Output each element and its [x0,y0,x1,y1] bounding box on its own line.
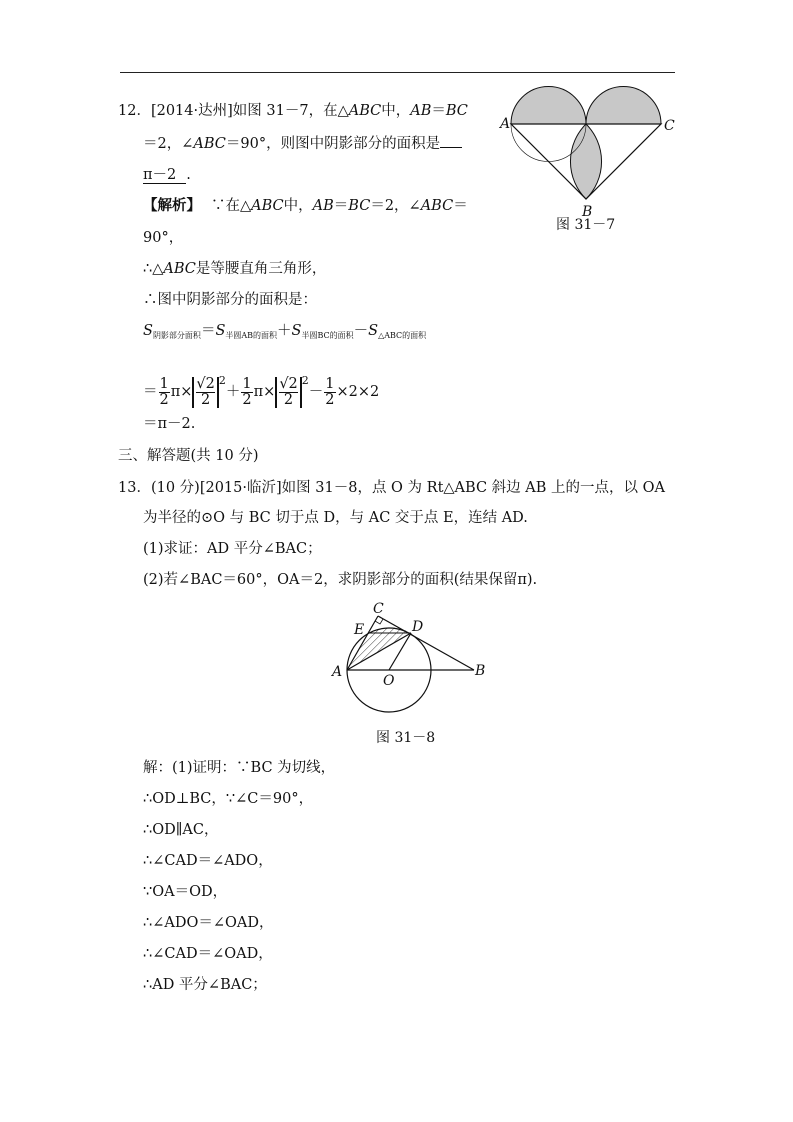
q13-stem-line1: 13．(10 分)[2015·临沂]如图 31－8，点 O 为 Rt△ABC 斜边 AB 上的一点，以 OA [118,480,665,496]
solution-line: 解：(1)证明：∵BC 为切线， [143,760,336,776]
q12-jiexi-line1: 【解析】 ∵在△ABC中，AB＝BC＝2，∠ABC＝ [143,197,468,214]
label-b: B [475,663,486,679]
label-e: E [354,622,365,638]
q12-formula-line: $S_{阴影部分面积}=S_{半圆AB的面积}+S_{半圆BC的面积}-S_{\triangle ABC的面积}$ [143,323,427,340]
question-number: 13． [118,480,151,496]
figure-31-8 [330,600,500,730]
question-source: [2015·临沂] [199,480,282,496]
label-c: C [373,601,384,617]
section-title: 三、解答题(共 10 分) [118,448,259,464]
label-b: B [582,204,593,220]
q12-jiexi-line2: 90°， [143,230,184,246]
solution-line: ∴AD 平分∠BAC； [143,977,267,993]
figure-caption-31-7: 图 31－7 [556,217,616,233]
label-a: A [332,664,343,680]
figure-31-7 [498,102,698,220]
solution-line: ∴∠CAD＝∠OAD， [143,946,273,962]
shaded-semicircle-ab [511,87,586,125]
q13-part2: (2)若∠BAC＝60°，OA＝2，求阴影部分的面积(结果保留π). [143,572,538,588]
solution-line: ∴∠CAD＝∠ADO， [143,853,273,869]
q13-part1: (1)求证：AD 平分∠BAC； [143,541,322,557]
answer-blank: π－2 [143,167,186,184]
q12-stem-line2: ＝2，∠ABC＝90°，则图中阴影部分的面积是 [143,133,462,154]
question-number: 12． [118,103,151,119]
label-a: A [500,116,511,132]
header-rule [120,72,675,73]
solution-line: ∴OD⊥BC，∵∠C＝90°， [143,791,314,807]
label-c: C [664,118,675,134]
q12-answer-line: π－2 . [143,167,191,183]
solution-line: ∴∠ADO＝∠OAD， [143,915,274,931]
q12-calc-line: ＝ $\frac{1}{2}$ π× $\frac{√2}{2}$ $^2$＋ $\frac{1}{2}$ π× $\frac{√2}{2}$ $^2$－ $\frac{1}{2}$ ×2×2 [143,374,380,408]
shaded-semicircle-bc [586,87,661,125]
solution-line: ∴OD∥AC， [143,822,219,838]
q12-result-line: ＝π－2. [143,416,196,432]
label-o: O [383,673,395,689]
figure-caption-31-8: 图 31－8 [376,730,436,746]
jiexi-label: 【解析】 [143,197,201,214]
solution-line: ∵OA＝OD， [143,884,228,900]
q12-area-line: ∴图中阴影部分的面积是： [143,292,317,308]
q13-stem-line2: 为半径的⊙O 与 BC 切于点 D，与 AC 交于点 E，连结 AD. [143,510,528,526]
question-source: [2014·达州] [150,103,233,119]
label-d: D [412,619,424,635]
q12-stem-line1: 12．[2014·达州]如图 31－7，在△ABC中，AB＝BC [118,103,468,119]
q12-isoceles-line: ∴△ABC是等腰直角三角形， [143,261,327,277]
